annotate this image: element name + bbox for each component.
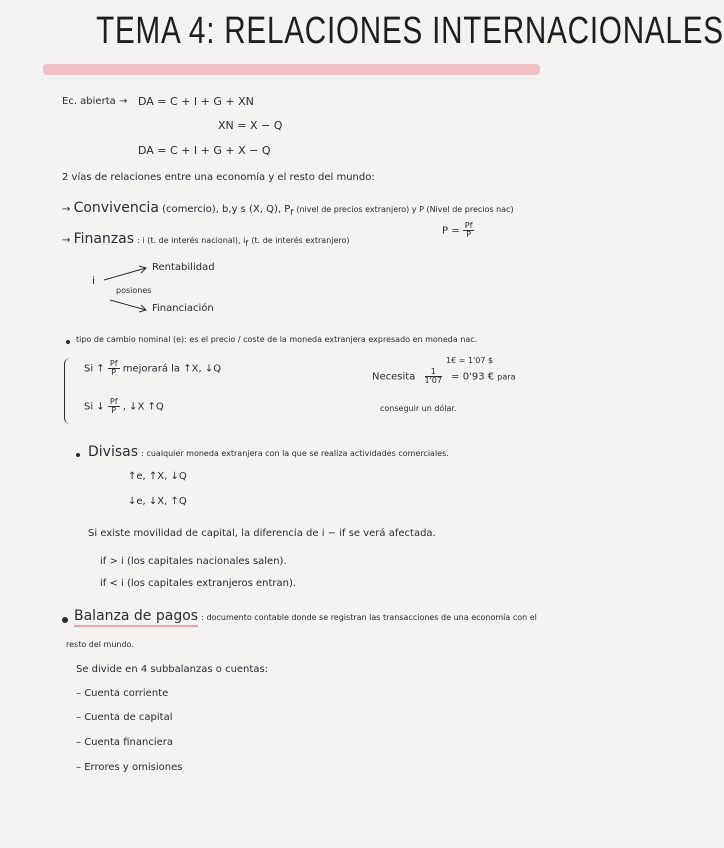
bullet bbox=[76, 453, 80, 457]
balanza-line bbox=[74, 608, 537, 624]
case-si-up-num: Pf bbox=[109, 359, 118, 368]
vias-text: 2 vías de relaciones entre una economía y el resto del mundo: bbox=[62, 172, 375, 183]
list-item bbox=[76, 688, 168, 699]
case-si-up bbox=[84, 360, 221, 377]
convivencia-text-2: (nivel de precios extranjero) y P (Nivel de precios nac) bbox=[296, 205, 514, 214]
if-greater: if > i (los capitales nacionales salen). bbox=[100, 556, 287, 567]
necesita-line bbox=[372, 368, 515, 385]
case-si-down-post: , ↓X ↑Q bbox=[122, 401, 164, 413]
finanzas-label: Finanzas bbox=[73, 231, 135, 247]
pf-subscript: f bbox=[290, 208, 294, 217]
errores-omisiones: Errores y omisiones bbox=[84, 762, 183, 773]
balanza-text-2: resto del mundo. bbox=[66, 640, 134, 649]
divide-text: Se divide en 4 subbalanzas o cuentas: bbox=[76, 664, 269, 675]
divisas-text: : cualquier moneda extranjera con la que se realiza actividades comerciales. bbox=[141, 449, 449, 458]
ec-label-text: Ec. abierta bbox=[62, 96, 116, 107]
rentabilidad-label: Rentabilidad bbox=[152, 262, 215, 273]
da-equation: DA = C + I + G + XN bbox=[138, 95, 254, 108]
dash: – bbox=[76, 762, 81, 773]
arrow-down-right-icon bbox=[110, 300, 146, 310]
divisas-up: ↑e, ↑X, ↓Q bbox=[128, 471, 187, 482]
movilidad-text: Si existe movilidad de capital, la diferencia de i − if se verá afectada. bbox=[88, 528, 436, 539]
exchange-rate: 1€ = 1'07 $ bbox=[446, 356, 494, 365]
case-si-down bbox=[84, 398, 164, 415]
case-si-up-post: mejorará la ↑X, ↓Q bbox=[122, 363, 222, 375]
bullet bbox=[66, 340, 70, 344]
finanzas-text: : i (t. de interés nacional), i bbox=[137, 236, 246, 245]
convivencia-text: (comercio), b,y s (X, Q), P bbox=[162, 204, 291, 215]
bullet bbox=[62, 617, 68, 623]
list-item bbox=[76, 712, 172, 723]
list-item bbox=[76, 762, 182, 773]
necesita-result: = 0'93 € bbox=[451, 371, 495, 383]
p-fraction-lhs: P = bbox=[442, 225, 460, 237]
cuenta-capital: Cuenta de capital bbox=[84, 712, 173, 723]
cuenta-financiera: Cuenta financiera bbox=[84, 737, 173, 748]
case-si-up-pre: Si ↑ bbox=[84, 363, 105, 375]
posiciones-label: posiones bbox=[116, 286, 152, 295]
xn-equation: XN = X − Q bbox=[218, 119, 283, 132]
necesita-para: para bbox=[497, 372, 516, 382]
da-expanded-equation: DA = C + I + G + X − Q bbox=[138, 144, 271, 157]
finanzas-text-2: (t. de interés extranjero) bbox=[251, 236, 350, 245]
necesita-num: 1 bbox=[425, 368, 442, 377]
list-item bbox=[76, 737, 173, 748]
convivencia-label: Convivencia bbox=[73, 200, 159, 216]
case-si-down-den: P bbox=[111, 406, 117, 415]
divisas-down: ↓e, ↓X, ↑Q bbox=[128, 496, 187, 507]
dash: – bbox=[76, 688, 81, 699]
case-si-up-den: P bbox=[111, 368, 117, 377]
case-si-down-pre: Si ↓ bbox=[84, 401, 105, 413]
necesita-den: 1'07 bbox=[424, 376, 442, 385]
arrow-up-right-icon bbox=[104, 268, 146, 280]
tipo-cambio-text: tipo de cambio nominal (e): es el precio / coste de la moneda extranjera expresado en moneda nac. bbox=[76, 335, 478, 344]
necesita-label: Necesita bbox=[372, 371, 416, 383]
case-si-down-num: Pf bbox=[109, 397, 118, 406]
dash: – bbox=[76, 737, 81, 748]
financiacion-label: Financiación bbox=[152, 303, 214, 314]
arrow-right-icon: → bbox=[62, 235, 71, 246]
if-subscript: f bbox=[245, 239, 249, 248]
dash: – bbox=[76, 712, 81, 723]
divisas-label: Divisas bbox=[88, 444, 139, 460]
divisas-line bbox=[88, 444, 449, 460]
cuenta-corriente: Cuenta corriente bbox=[84, 688, 169, 699]
p-fraction-den: P bbox=[466, 230, 472, 239]
balanza-text: : documento contable donde se registran las transacciones de una economía con el bbox=[201, 613, 537, 622]
p-fraction-num: Pf bbox=[464, 221, 473, 230]
page-title: TEMA 4: RELACIONES INTERNACIONALES bbox=[96, 10, 724, 52]
conseguir-dolar: conseguir un dólar. bbox=[380, 404, 457, 413]
brace bbox=[64, 358, 75, 424]
arrow-right-icon: → bbox=[118, 96, 128, 107]
if-less: if < i (los capitales extranjeros entran). bbox=[100, 578, 297, 589]
arrow-right-icon: → bbox=[62, 204, 71, 215]
i-symbol: i bbox=[92, 274, 96, 287]
balanza-label: Balanza de pagos bbox=[74, 608, 198, 627]
